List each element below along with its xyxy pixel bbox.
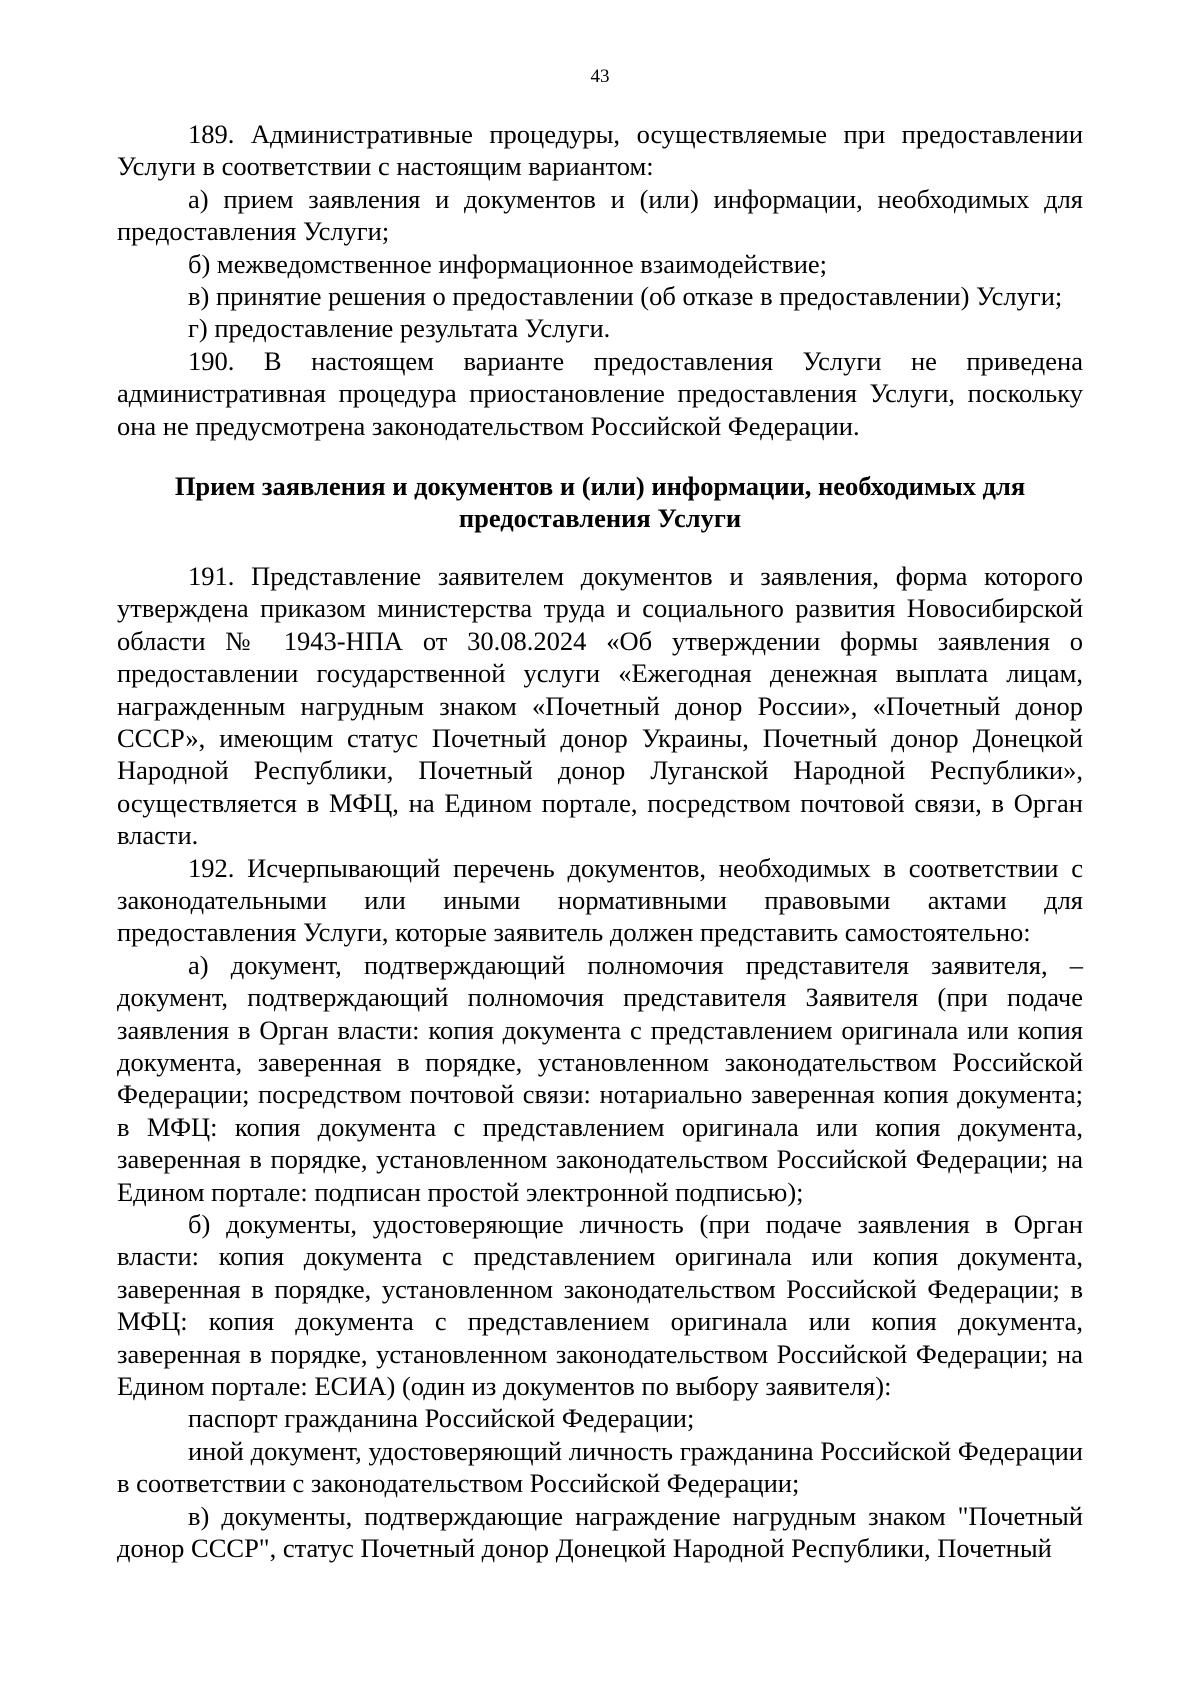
paragraph-191: 191. Представление заявителем документов и заявления, форма которого утверждена приказом министерства труда и социального развития Новосибирской области № 1943-НПА от 30.08.2024 «Об утверждении формы заявления о предоставлении государственной услуги «Ежегодная денежная выплата лицам, награжденным нагрудным знаком «Почетный донор России», «Почетный донор СССР», имеющим статус Почетный донор Украины, Почетный донор Донецкой Народной Республики, Почетный донор Луганской Народной Республики», осуществляется в МФЦ, на Едином портале, посредством почтовой связи, в Орган власти. <box>117 560 1083 851</box>
paragraph-190: 190. В настоящем варианте предоставления Услуги не приведена административная процедура приостановление предоставления Услуги, поскольку она не предусмотрена законодательством Российской Федерации. <box>117 345 1083 441</box>
paragraph-192: 192. Исчерпывающий перечень документов, необходимых в соответствии с законодательными или иными нормативными правовыми актами для предоставления Услуги, которые заявитель должен представить самостоятельно: <box>117 852 1083 948</box>
paragraph-192-item-v: в) документы, подтверждающие награждение нагрудным знаком "Почетный донор СССР", статус Почетный донор Донецкой Народной Республики, Почетный <box>117 1500 1083 1564</box>
page-number: 43 <box>590 66 610 87</box>
section-heading-line-2: предоставления Услуги <box>458 503 742 534</box>
section-heading <box>117 470 1083 535</box>
paragraph-189-item-a: а) прием заявления и документов и (или) информации, необходимых для предоставления Услуги; <box>117 183 1083 247</box>
paragraph-192-item-a: а) документ, подтверждающий полномочия представителя заявителя, – документ, подтверждающий полномочия представителя Заявителя (при подаче заявления в Орган власти: копия документа с представлением оригинала или копия документа, заверенная в порядке, установленном законодательством Российской Федерации; посредством почтовой связи: нотариально заверенная копия документа; в МФЦ: копия документа с представлением оригинала или копия документа, заверенная в порядке, установленном законодательством Российской Федерации; на Едином портале: подписан простой электронной подписью); <box>117 949 1083 1207</box>
paragraph-189: 189. Административные процедуры, осуществляемые при предоставлении Услуги в соответствии с настоящим вариантом: <box>117 119 1083 182</box>
paragraph-192-item-b: б) документы, удостоверяющие личность (при подаче заявления в Орган власти: копия документа с представлением оригинала или копия документа, заверенная в порядке, установленном законодательством Российской Федерации; в МФЦ: копия документа с представлением оригинала или копия документа, заверенная в порядке, установленном законодательством Российской Федерации; на Едином портале: ЕСИА) (один из документов по выбору заявителя): <box>117 1209 1083 1402</box>
paragraph-189-item-g: г) предоставление результата Услуги. <box>188 313 611 344</box>
paragraph-189-item-b: б) межведомственное информационное взаимодействие; <box>188 248 828 279</box>
paragraph-192-item-b-other-document: иной документ, удостоверяющий личность гражданина Российской Федерации в соответствии с законодательством Российской Федерации; <box>117 1435 1083 1499</box>
section-heading-line-1: Прием заявления и документов и (или) информации, необходимых для <box>174 471 1026 502</box>
document-body <box>117 118 1083 1564</box>
paragraph-192-item-b-passport: паспорт гражданина Российской Федерации; <box>188 1403 695 1434</box>
paragraph-189-item-v: в) принятие решения о предоставлении (об отказе в предоставлении) Услуги; <box>188 281 1063 312</box>
